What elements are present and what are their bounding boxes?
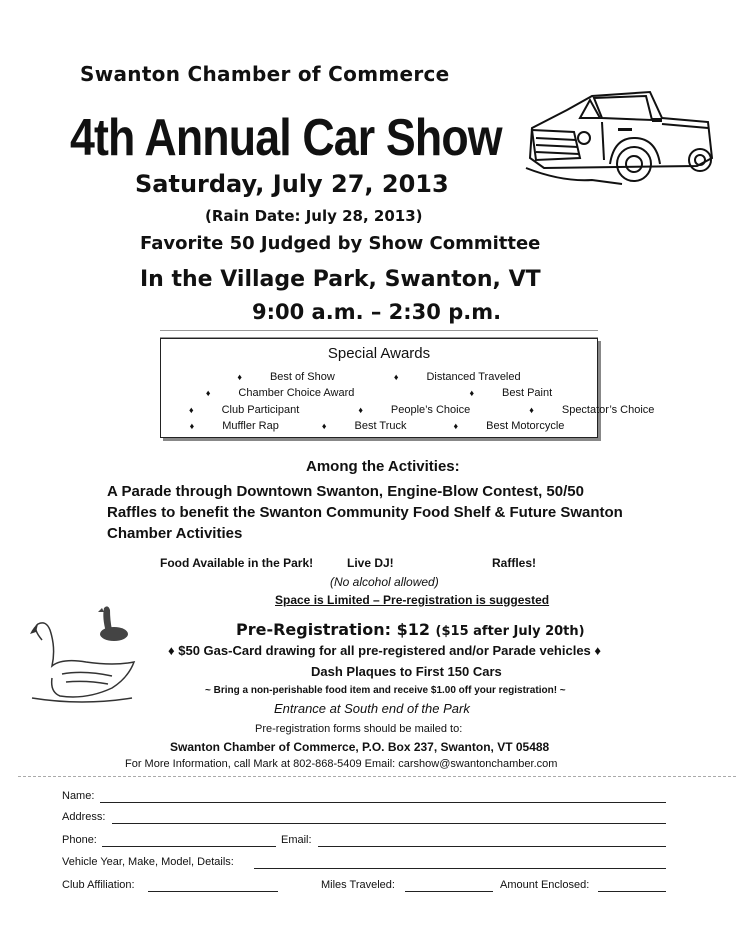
award-muffler-rap: Muffler Rap xyxy=(222,420,279,432)
no-alcohol-note: (No alcohol allowed) xyxy=(330,575,439,589)
chamber-heading: Swanton Chamber of Commerce xyxy=(80,62,450,86)
awards-top-rule xyxy=(160,330,598,338)
miles-label: Miles Traveled: xyxy=(321,879,395,891)
food-item-discount: ~ Bring a non-perishable food item and receive $1.00 off your registration! ~ xyxy=(205,685,566,696)
special-awards-box xyxy=(160,338,655,438)
address-field[interactable] xyxy=(112,823,666,824)
live-dj: Live DJ! xyxy=(347,556,394,570)
event-time: 9:00 a.m. – 2:30 p.m. xyxy=(252,300,502,324)
award-best-truck: Best Truck xyxy=(354,420,407,432)
amount-label: Amount Enclosed: xyxy=(500,879,590,891)
gas-card-drawing: ♦ $50 Gas-Card drawing for all pre-registered and/or Parade vehicles ♦ xyxy=(168,643,602,658)
event-title: 4th Annual Car Show xyxy=(70,109,502,167)
award-spectators-choice: Spectator’s Choice xyxy=(561,404,655,416)
awards-row-2: ♦ Chamber Choice Award ♦ Best Paint xyxy=(205,387,553,399)
awards-row-3: ♦ Club Participant ♦ People’s Choice ♦ Spectator’s Choice xyxy=(189,404,655,416)
name-label: Name: xyxy=(62,790,95,802)
email-field[interactable] xyxy=(318,846,666,847)
phone-field[interactable] xyxy=(102,846,276,847)
awards-row-1: ♦ Best of Show ♦ Distanced Traveled xyxy=(237,371,521,383)
amount-field[interactable] xyxy=(598,891,666,892)
vehicle-label: Vehicle Year, Make, Model, Details: xyxy=(62,856,234,868)
food-available: Food Available in the Park! xyxy=(160,556,314,570)
phone-label: Phone: xyxy=(62,834,97,846)
vehicle-field[interactable] xyxy=(254,868,666,869)
award-peoples-choice: People’s Choice xyxy=(390,404,471,416)
contact-info: For More Information, call Mark at 802-868-5409 Email: carshow@swantonchamber.com xyxy=(125,758,558,770)
award-club-participant: Club Participant xyxy=(221,404,300,416)
raffles: Raffles! xyxy=(492,556,537,570)
mailing-instructions: Pre-registration forms should be mailed to: xyxy=(255,723,463,735)
award-best-of-show: Best of Show xyxy=(269,371,335,383)
rain-date: (Rain Date: July 28, 2013) xyxy=(205,207,423,225)
swans-image xyxy=(22,604,144,706)
award-best-paint: Best Paint xyxy=(502,387,553,399)
club-field[interactable] xyxy=(148,891,278,892)
cut-line xyxy=(18,776,736,777)
award-distanced-traveled: Distanced Traveled xyxy=(426,371,521,383)
entrance-note: Entrance at South end of the Park xyxy=(274,701,470,716)
awards-row-4: ♦ Muffler Rap ♦ Best Truck ♦ Best Motorcycle xyxy=(189,420,565,432)
award-best-motorcycle: Best Motorcycle xyxy=(486,420,565,432)
late-price-text: ($15 after July 20th) xyxy=(435,624,585,639)
event-location: In the Village Park, Swanton, VT xyxy=(140,267,541,292)
mailing-address: Swanton Chamber of Commerce, P.O. Box 237, Swanton, VT 05488 xyxy=(170,740,550,754)
favorite-50-line: Favorite 50 Judged by Show Committee xyxy=(140,233,541,254)
email-label: Email: xyxy=(281,834,312,846)
special-awards-title: Special Awards xyxy=(327,345,431,362)
event-date: Saturday, July 27, 2013 xyxy=(135,170,449,198)
dash-plaques: Dash Plaques to First 150 Cars xyxy=(311,664,502,679)
preregistration-price xyxy=(236,620,585,639)
pickup-truck-image xyxy=(522,88,718,192)
club-label: Club Affiliation: xyxy=(62,879,135,891)
address-label: Address: xyxy=(62,811,106,823)
award-chamber-choice: Chamber Choice Award xyxy=(238,387,355,399)
space-limited-note: Space is Limited – Pre-registration is suggested xyxy=(275,593,550,607)
name-field[interactable] xyxy=(100,802,666,803)
prereg-price-text: Pre-Registration: $12 xyxy=(236,620,430,639)
miles-field[interactable] xyxy=(405,891,493,892)
activities-heading: Among the Activities: xyxy=(306,458,460,475)
activities-text: A Parade through Downtown Swanton, Engine-Blow Contest, 50/50 Raffles to benefit the Swanton Community Food Shelf & Future Swanton Chamber Activities xyxy=(107,483,623,542)
